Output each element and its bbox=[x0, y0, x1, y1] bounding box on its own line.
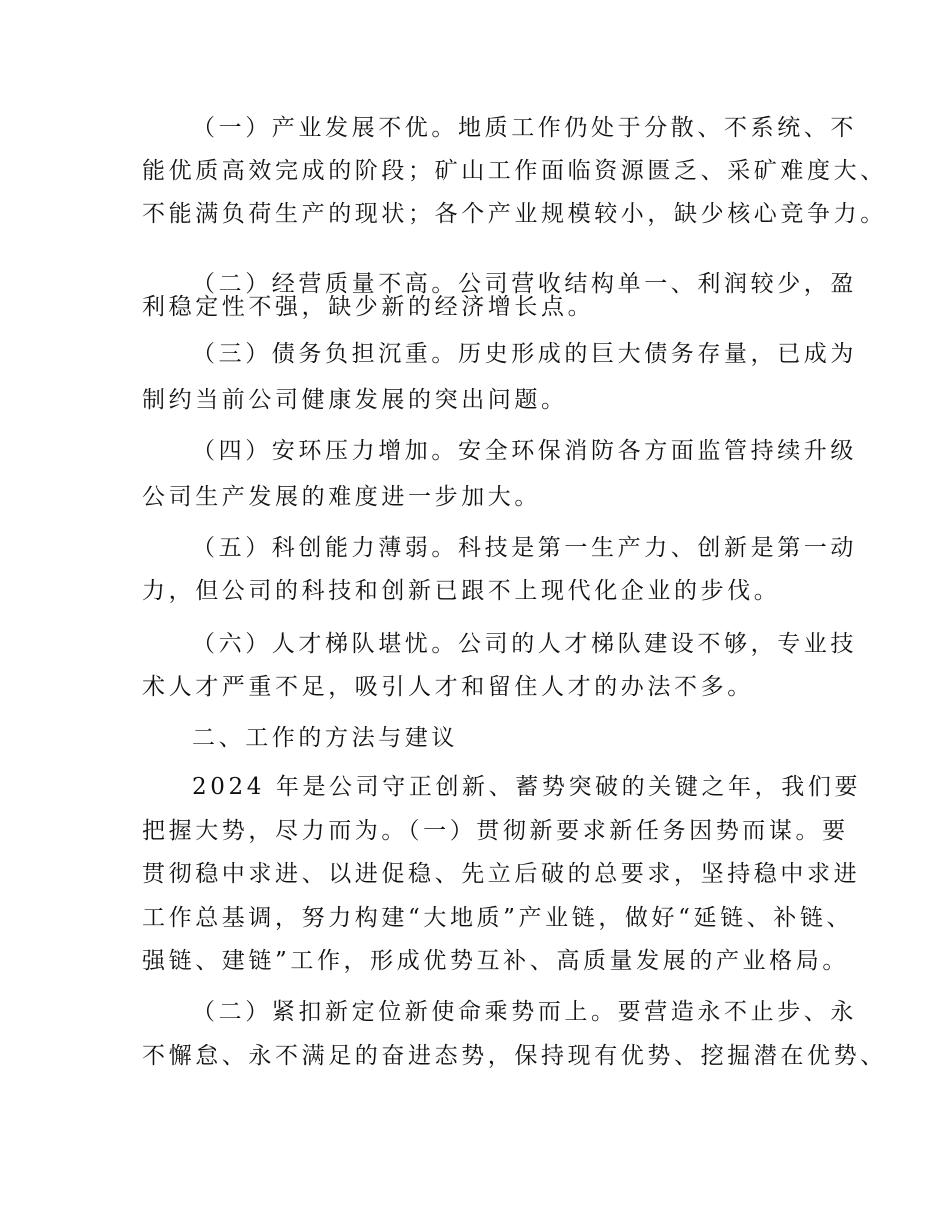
paragraph-5-line-1: （五）科创能力薄弱。科技是第一生产力、创新是第一动 bbox=[192, 535, 857, 561]
paragraph-7-line-4: 工作总基调，努力构建“大地质”产业链，做好“延链、补链、 bbox=[142, 905, 854, 931]
paragraph-7-line-2: 把握大势，尽力而为。（一）贯彻新要求新任务因势而谋。要 bbox=[142, 818, 849, 844]
paragraph-8-line-2: 不懈怠、永不满足的奋进态势，保持现有优势、挖掘潜在优势、 bbox=[142, 1043, 887, 1069]
paragraph-1-line-1: （一）产业发展不优。地质工作仍处于分散、不系统、不 bbox=[192, 115, 857, 141]
paragraph-3-line-2: 制约当前公司健康发展的突出问题。 bbox=[142, 387, 568, 413]
paragraph-6-line-2: 术人才严重不足，吸引人才和留住人才的办法不多。 bbox=[142, 674, 754, 700]
paragraph-2-line-2: 利稳定性不强，缺少新的经济增长点。 bbox=[142, 294, 595, 320]
paragraph-2-line-1: （二）经营质量不高。公司营收结构单一、利润较少，盈 bbox=[192, 271, 857, 297]
paragraph-3-line-1: （三）债务负担沉重。历史形成的巨大债务存量，已成为 bbox=[192, 341, 857, 367]
paragraph-7-line-3: 贯彻稳中求进、以进促稳、先立后破的总要求，坚持稳中求进 bbox=[142, 861, 861, 887]
paragraph-6-line-1: （六）人才梯队堪忧。公司的人才梯队建设不够，专业技 bbox=[192, 631, 857, 657]
paragraph-4-line-2: 公司生产发展的难度进一步加大。 bbox=[142, 484, 541, 510]
paragraph-8-line-1: （二）紧扣新定位新使命乘势而上。要营造永不止步、永 bbox=[192, 999, 857, 1025]
paragraph-5-line-2: 力，但公司的科技和创新已跟不上现代化企业的步伐。 bbox=[142, 578, 781, 604]
paragraph-7-line-5: 强链、建链”工作，形成优势互补、高质量发展的产业格局。 bbox=[142, 948, 849, 974]
paragraph-4-line-1: （四）安环压力增加。安全环保消防各方面监管持续升级 bbox=[192, 438, 857, 464]
paragraph-1-line-2: 能优质高效完成的阶段；矿山工作面临资源匮乏、采矿难度大、 bbox=[142, 158, 887, 184]
paragraph-1-line-3: 不能满负荷生产的现状；各个产业规模较小，缺少核心竞争力。 bbox=[142, 201, 887, 227]
paragraph-7-line-1: 2024 年是公司守正创新、蓄势突破的关键之年，我们要 bbox=[192, 774, 862, 800]
section-heading: 二、工作的方法与建议 bbox=[192, 725, 458, 751]
